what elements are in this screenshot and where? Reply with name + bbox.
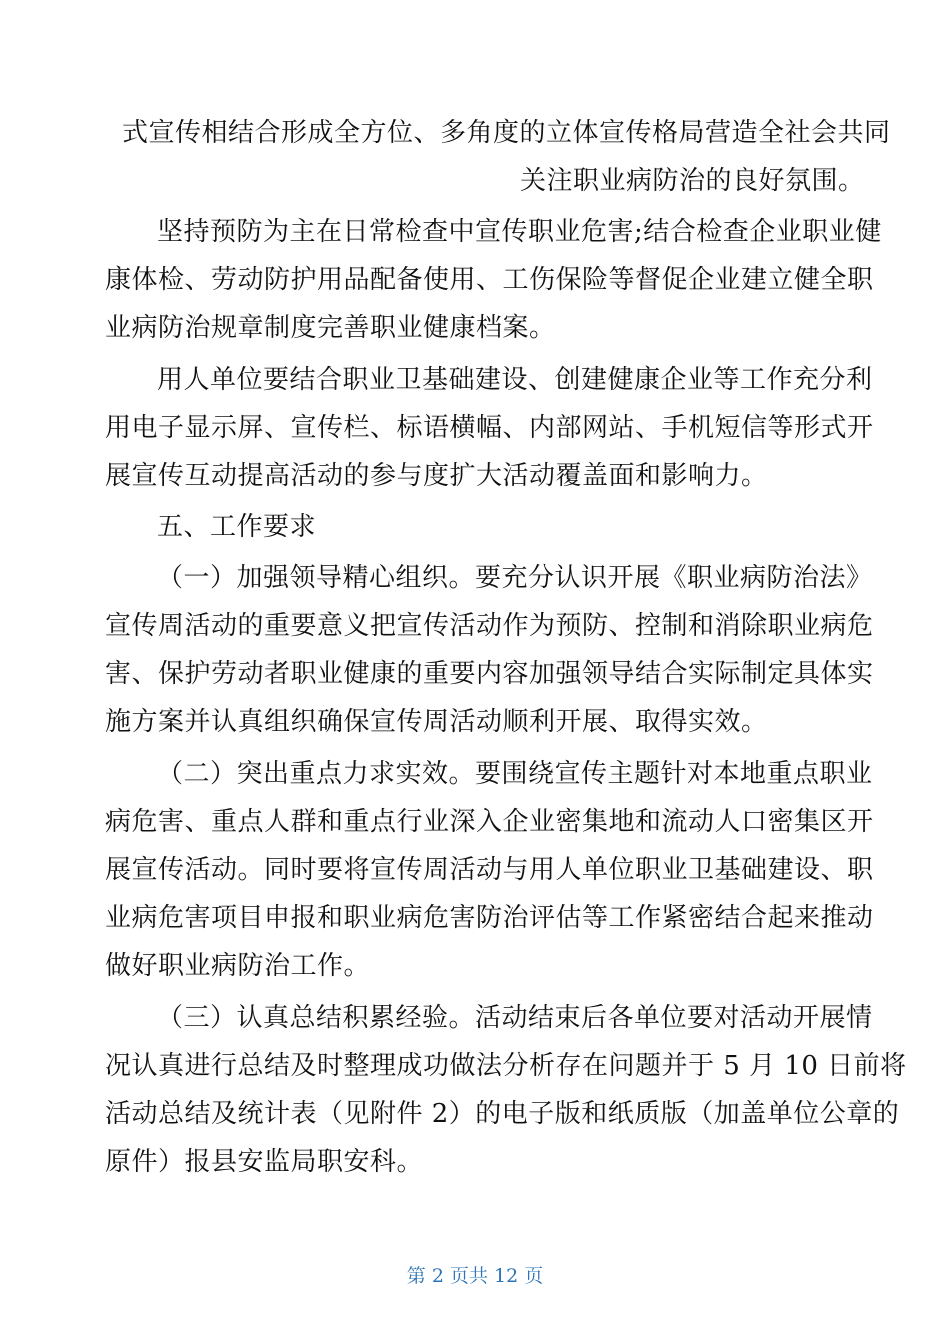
text-line: 害、保护劳动者职业健康的重要内容加强领导结合实际制定具体实 (105, 659, 874, 689)
text-line: 展宣传互动提高活动的参与度扩大活动覆盖面和影响力。 (105, 461, 768, 491)
text-line: 坚持预防为主在日常检查中宣传职业危害;结合检查企业职业健 (157, 217, 882, 247)
text-line: 施方案并认真组织确保宣传周活动顺利开展、取得实效。 (105, 707, 768, 737)
text-line: （三）认真总结积累经验。活动结束后各单位要对活动开展情 (157, 1003, 873, 1033)
page-number-footer: 第 2 页共 12 页 (406, 1265, 544, 1287)
text-line: 况认真进行总结及时整理成功做法分析存在问题并于 5 月 10 日前将 (105, 1051, 907, 1081)
section-heading: 五、工作要求 (157, 512, 317, 542)
text-line: （二）突出重点力求实效。要围绕宣传主题针对本地重点职业 (157, 759, 873, 789)
text-line: 活动总结及统计表（见附件 2）的电子版和纸质版（加盖单位公章的 (105, 1099, 900, 1129)
text-line: （一）加强领导精心组织。要充分认识开展《职业病防治法》 (157, 563, 873, 593)
text-line: 病危害、重点人群和重点行业深入企业密集地和流动人口密集区开 (105, 807, 874, 837)
text-line: 宣传周活动的重要意义把宣传活动作为预防、控制和消除职业病危 (105, 611, 874, 641)
text-line: 原件）报县安监局职安科。 (105, 1147, 424, 1177)
text-line: 用人单位要结合职业卫基础建设、创建健康企业等工作充分利 (157, 365, 873, 395)
text-line: 业病防治规章制度完善职业健康档案。 (105, 313, 556, 343)
text-line: 康体检、劳动防护用品配备使用、工伤保险等督促企业建立健全职 (105, 265, 874, 295)
text-line: 业病危害项目申报和职业病危害防治评估等工作紧密结合起来推动 (105, 903, 874, 933)
text-line: 做好职业病防治工作。 (105, 951, 371, 981)
text-line: 用电子显示屏、宣传栏、标语横幅、内部网站、手机短信等形式开 (105, 413, 874, 443)
text-line: 式宣传相结合形成全方位、多角度的立体宣传格局营造全社会共同 (122, 118, 891, 148)
text-line: 关注职业病防治的良好氛围。 (520, 166, 865, 196)
text-line: 展宣传活动。同时要将宣传周活动与用人单位职业卫基础建设、职 (105, 855, 874, 885)
